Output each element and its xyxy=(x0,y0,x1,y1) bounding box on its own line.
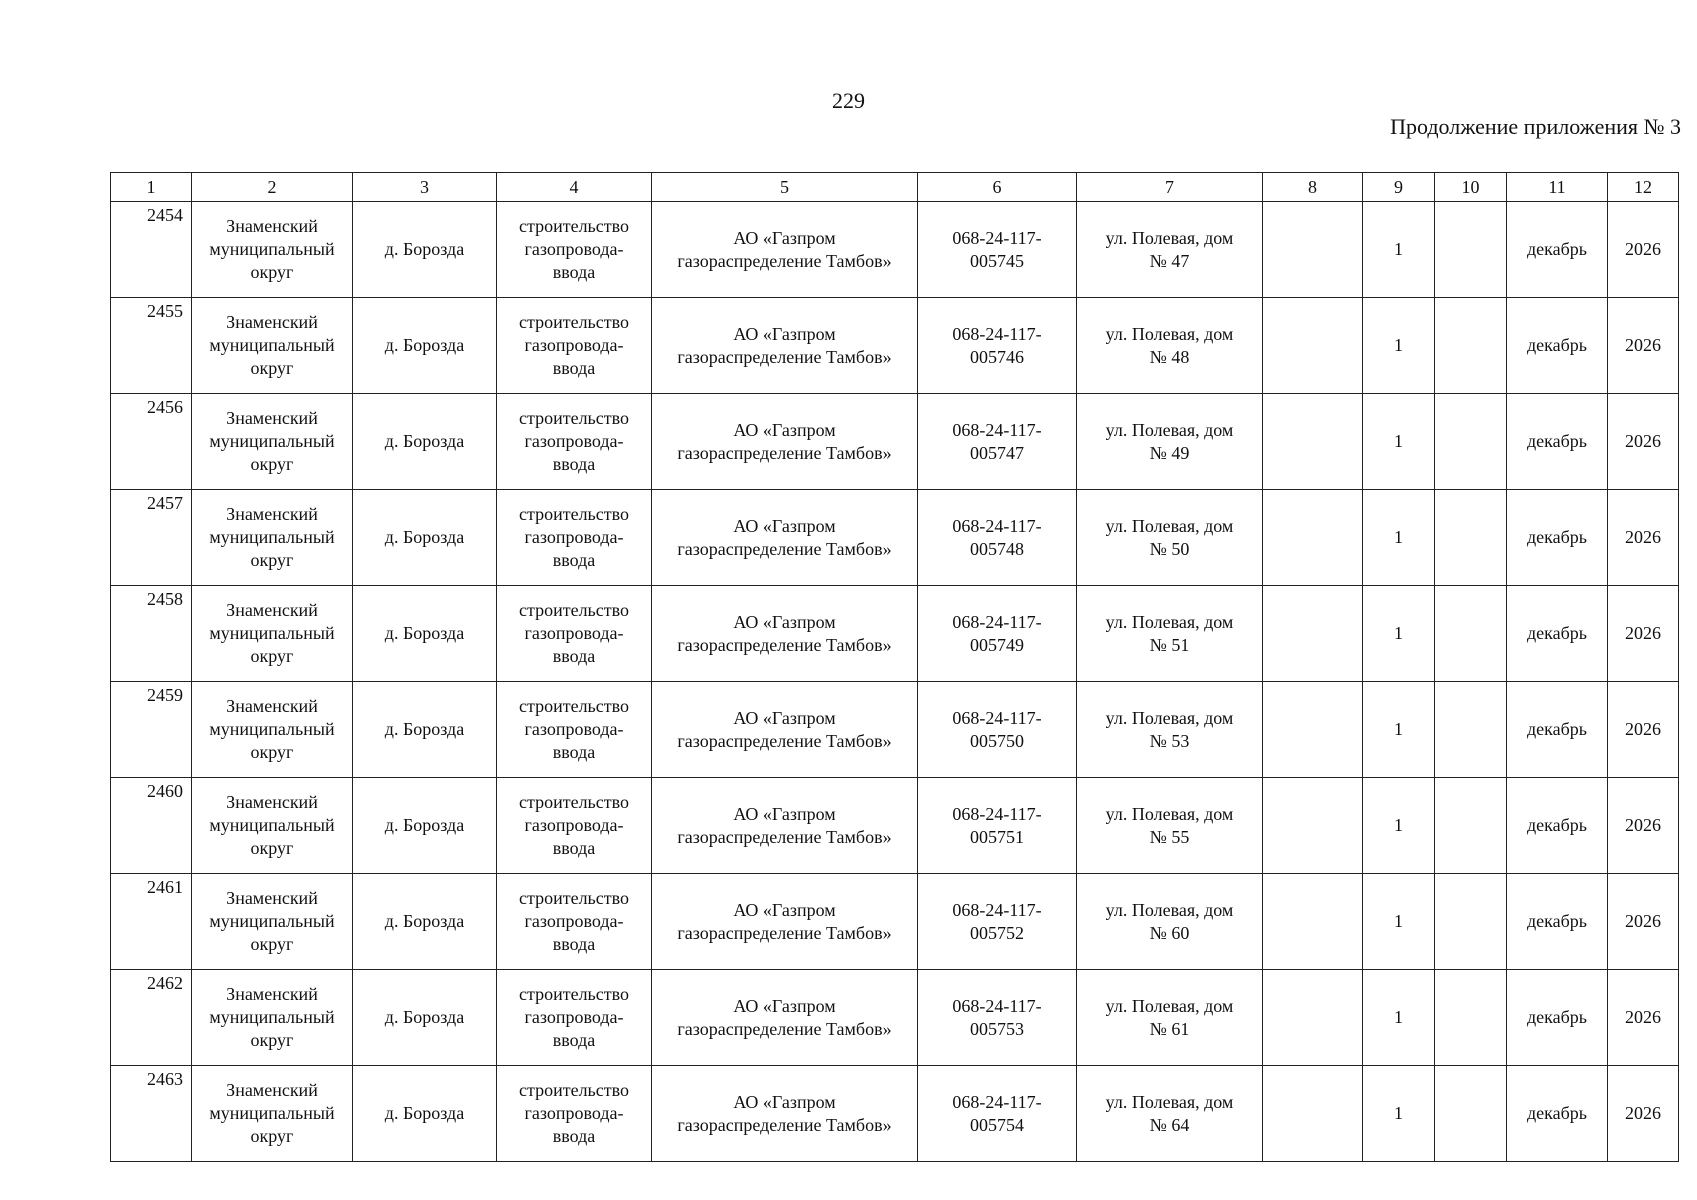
header-row xyxy=(111,173,1679,202)
cell-district-line: муниципальный xyxy=(209,527,335,547)
cell-address xyxy=(1077,490,1263,586)
cell-address-line: ул. Полевая, дом xyxy=(1105,707,1234,728)
cell-district-line: округ xyxy=(250,1126,294,1146)
cell-year: 2026 xyxy=(1608,298,1679,394)
cell-code-line: 005750 xyxy=(970,730,1024,751)
cell-code xyxy=(918,202,1077,298)
cell-code xyxy=(918,298,1077,394)
cell-col8 xyxy=(1263,682,1363,778)
cell-org-line: АО «Газпром xyxy=(733,803,836,824)
cell-address xyxy=(1077,394,1263,490)
cell-quantity: 1 xyxy=(1363,394,1435,490)
cell-code-line: 005748 xyxy=(970,538,1024,559)
cell-num: 2462 xyxy=(111,970,192,1066)
cell-address xyxy=(1077,778,1263,874)
cell-address-line: № 60 xyxy=(1149,922,1190,943)
cell-work-line: газопровода- xyxy=(524,1103,624,1123)
cell-district-line: муниципальный xyxy=(209,623,335,643)
cell-work-line: ввода xyxy=(552,550,596,570)
cell-district xyxy=(192,586,353,682)
cell-code-line: 005747 xyxy=(970,442,1024,463)
column-header: 5 xyxy=(652,173,918,202)
cell-address-line: ул. Полевая, дом xyxy=(1105,803,1234,824)
cell-address-line: ул. Полевая, дом xyxy=(1105,995,1234,1016)
cell-work-line: строительство xyxy=(519,1080,629,1100)
cell-col10 xyxy=(1435,490,1507,586)
table-row xyxy=(111,298,1679,394)
cell-col10 xyxy=(1435,1066,1507,1162)
cell-district-line: Знаменский xyxy=(226,792,318,812)
cell-year: 2026 xyxy=(1608,970,1679,1066)
cell-org xyxy=(652,970,918,1066)
cell-work-line: газопровода- xyxy=(524,911,624,931)
cell-district-line: Знаменский xyxy=(226,888,318,908)
column-header: 8 xyxy=(1263,173,1363,202)
cell-work-line: ввода xyxy=(552,1126,596,1146)
cell-code xyxy=(918,682,1077,778)
cell-district-line: Знаменский xyxy=(226,504,318,524)
cell-work xyxy=(497,1066,652,1162)
cell-org xyxy=(652,874,918,970)
table-row xyxy=(111,778,1679,874)
cell-col10 xyxy=(1435,874,1507,970)
cell-district xyxy=(192,970,353,1066)
cell-col10 xyxy=(1435,394,1507,490)
page-number: 229 xyxy=(832,88,865,113)
cell-num: 2457 xyxy=(111,490,192,586)
cell-settlement: д. Борозда xyxy=(353,1066,497,1162)
cell-year: 2026 xyxy=(1608,1066,1679,1162)
cell-code xyxy=(918,874,1077,970)
cell-district-line: муниципальный xyxy=(209,239,335,259)
cell-settlement: д. Борозда xyxy=(353,394,497,490)
cell-col8 xyxy=(1263,298,1363,394)
cell-org xyxy=(652,298,918,394)
cell-quantity: 1 xyxy=(1363,778,1435,874)
table-row xyxy=(111,1066,1679,1162)
cell-address-line: № 48 xyxy=(1149,346,1190,367)
column-header: 7 xyxy=(1077,173,1263,202)
cell-org-line: АО «Газпром xyxy=(733,323,836,344)
cell-district-line: округ xyxy=(250,934,294,954)
cell-address xyxy=(1077,682,1263,778)
cell-address-line: № 50 xyxy=(1149,538,1190,559)
cell-org-line: АО «Газпром xyxy=(733,227,836,248)
cell-month: декабрь xyxy=(1507,586,1608,682)
cell-code-line: 068-24-117- xyxy=(952,515,1042,536)
cell-work-line: ввода xyxy=(552,838,596,858)
cell-work-line: строительство xyxy=(519,696,629,716)
cell-month: декабрь xyxy=(1507,682,1608,778)
cell-year: 2026 xyxy=(1608,586,1679,682)
cell-settlement: д. Борозда xyxy=(353,970,497,1066)
data-table xyxy=(110,172,1679,1162)
cell-address-line: № 53 xyxy=(1149,730,1190,751)
cell-district-line: округ xyxy=(250,358,294,378)
cell-col8 xyxy=(1263,586,1363,682)
cell-settlement: д. Борозда xyxy=(353,682,497,778)
cell-work-line: газопровода- xyxy=(524,431,624,451)
cell-code-line: 068-24-117- xyxy=(952,323,1042,344)
cell-district-line: муниципальный xyxy=(209,1103,335,1123)
cell-year: 2026 xyxy=(1608,394,1679,490)
cell-district-line: Знаменский xyxy=(226,600,318,620)
cell-address-line: ул. Полевая, дом xyxy=(1105,611,1234,632)
cell-district-line: Знаменский xyxy=(226,984,318,1004)
column-header: 3 xyxy=(353,173,497,202)
cell-num: 2463 xyxy=(111,1066,192,1162)
cell-district xyxy=(192,874,353,970)
cell-work-line: ввода xyxy=(552,1030,596,1050)
table-row xyxy=(111,202,1679,298)
cell-address-line: ул. Полевая, дом xyxy=(1105,227,1234,248)
cell-org-line: АО «Газпром xyxy=(733,707,836,728)
cell-year: 2026 xyxy=(1608,202,1679,298)
cell-month: декабрь xyxy=(1507,202,1608,298)
cell-col8 xyxy=(1263,778,1363,874)
cell-quantity: 1 xyxy=(1363,298,1435,394)
cell-district-line: муниципальный xyxy=(209,719,335,739)
cell-district xyxy=(192,394,353,490)
cell-district xyxy=(192,202,353,298)
cell-code xyxy=(918,586,1077,682)
cell-num: 2461 xyxy=(111,874,192,970)
cell-col8 xyxy=(1263,394,1363,490)
cell-month: декабрь xyxy=(1507,970,1608,1066)
cell-code xyxy=(918,394,1077,490)
cell-col8 xyxy=(1263,202,1363,298)
cell-district-line: округ xyxy=(250,454,294,474)
cell-code-line: 005749 xyxy=(970,634,1024,655)
table-row xyxy=(111,394,1679,490)
cell-code-line: 068-24-117- xyxy=(952,227,1042,248)
column-header: 1 xyxy=(111,173,192,202)
cell-month: декабрь xyxy=(1507,394,1608,490)
cell-org-line: АО «Газпром xyxy=(733,995,836,1016)
cell-quantity: 1 xyxy=(1363,490,1435,586)
cell-org-line: АО «Газпром xyxy=(733,899,836,920)
cell-quantity: 1 xyxy=(1363,970,1435,1066)
cell-org-line: АО «Газпром xyxy=(733,515,836,536)
cell-work-line: ввода xyxy=(552,262,596,282)
cell-col8 xyxy=(1263,874,1363,970)
cell-code-line: 005752 xyxy=(970,922,1024,943)
cell-district-line: муниципальный xyxy=(209,911,335,931)
cell-code xyxy=(918,490,1077,586)
continuation-note: Продолжение приложения № 3 xyxy=(1390,114,1681,139)
column-header: 9 xyxy=(1363,173,1435,202)
cell-settlement: д. Борозда xyxy=(353,298,497,394)
cell-settlement: д. Борозда xyxy=(353,202,497,298)
cell-org xyxy=(652,586,918,682)
cell-num: 2460 xyxy=(111,778,192,874)
cell-work-line: ввода xyxy=(552,454,596,474)
cell-district-line: округ xyxy=(250,550,294,570)
cell-work xyxy=(497,298,652,394)
cell-org-line: АО «Газпром xyxy=(733,419,836,440)
cell-org xyxy=(652,778,918,874)
cell-district-line: Знаменский xyxy=(226,216,318,236)
cell-district-line: округ xyxy=(250,838,294,858)
column-header: 12 xyxy=(1608,173,1679,202)
cell-year: 2026 xyxy=(1608,682,1679,778)
cell-org-line: газораспределение Тамбов» xyxy=(677,250,892,271)
cell-work xyxy=(497,202,652,298)
cell-num: 2455 xyxy=(111,298,192,394)
cell-address-line: ул. Полевая, дом xyxy=(1105,419,1234,440)
cell-work-line: газопровода- xyxy=(524,623,624,643)
cell-address-line: ул. Полевая, дом xyxy=(1105,323,1234,344)
table-row xyxy=(111,490,1679,586)
cell-work-line: ввода xyxy=(552,358,596,378)
cell-org xyxy=(652,682,918,778)
cell-work-line: ввода xyxy=(552,742,596,762)
cell-quantity: 1 xyxy=(1363,586,1435,682)
cell-settlement: д. Борозда xyxy=(353,874,497,970)
cell-col10 xyxy=(1435,202,1507,298)
cell-work-line: газопровода- xyxy=(524,1007,624,1027)
cell-work-line: ввода xyxy=(552,934,596,954)
cell-org-line: АО «Газпром xyxy=(733,611,836,632)
cell-code-line: 005746 xyxy=(970,346,1024,367)
cell-code-line: 068-24-117- xyxy=(952,707,1042,728)
column-header: 11 xyxy=(1507,173,1608,202)
cell-org-line: газораспределение Тамбов» xyxy=(677,922,892,943)
cell-org-line: газораспределение Тамбов» xyxy=(677,826,892,847)
cell-num: 2458 xyxy=(111,586,192,682)
cell-work xyxy=(497,394,652,490)
cell-work-line: газопровода- xyxy=(524,719,624,739)
cell-org xyxy=(652,1066,918,1162)
cell-num: 2459 xyxy=(111,682,192,778)
cell-work-line: газопровода- xyxy=(524,335,624,355)
column-header: 6 xyxy=(918,173,1077,202)
cell-district-line: Знаменский xyxy=(226,408,318,428)
cell-work-line: газопровода- xyxy=(524,239,624,259)
cell-address-line: № 49 xyxy=(1149,442,1190,463)
cell-address xyxy=(1077,970,1263,1066)
cell-code-line: 068-24-117- xyxy=(952,803,1042,824)
table-header xyxy=(111,173,1679,202)
cell-district-line: Знаменский xyxy=(226,1080,318,1100)
cell-quantity: 1 xyxy=(1363,1066,1435,1162)
cell-district-line: муниципальный xyxy=(209,1007,335,1027)
cell-work-line: строительство xyxy=(519,408,629,428)
cell-work xyxy=(497,586,652,682)
cell-district-line: округ xyxy=(250,262,294,282)
cell-district xyxy=(192,298,353,394)
cell-address xyxy=(1077,586,1263,682)
cell-settlement: д. Борозда xyxy=(353,586,497,682)
cell-code-line: 068-24-117- xyxy=(952,995,1042,1016)
cell-work xyxy=(497,970,652,1066)
cell-work-line: строительство xyxy=(519,504,629,524)
cell-work xyxy=(497,682,652,778)
cell-work-line: строительство xyxy=(519,792,629,812)
cell-col8 xyxy=(1263,1066,1363,1162)
cell-month: декабрь xyxy=(1507,1066,1608,1162)
cell-work-line: строительство xyxy=(519,600,629,620)
cell-year: 2026 xyxy=(1608,778,1679,874)
cell-district-line: округ xyxy=(250,646,294,666)
cell-address xyxy=(1077,202,1263,298)
cell-district-line: муниципальный xyxy=(209,335,335,355)
cell-work-line: строительство xyxy=(519,312,629,332)
cell-year: 2026 xyxy=(1608,490,1679,586)
cell-col10 xyxy=(1435,778,1507,874)
cell-quantity: 1 xyxy=(1363,202,1435,298)
cell-org xyxy=(652,394,918,490)
column-header: 4 xyxy=(497,173,652,202)
cell-district-line: округ xyxy=(250,1030,294,1050)
cell-district xyxy=(192,778,353,874)
table-row xyxy=(111,874,1679,970)
cell-work xyxy=(497,778,652,874)
cell-col10 xyxy=(1435,586,1507,682)
cell-work xyxy=(497,874,652,970)
cell-address xyxy=(1077,874,1263,970)
cell-work xyxy=(497,490,652,586)
cell-code-line: 005751 xyxy=(970,826,1024,847)
cell-month: декабрь xyxy=(1507,778,1608,874)
cell-district-line: муниципальный xyxy=(209,431,335,451)
cell-district-line: округ xyxy=(250,742,294,762)
column-header: 10 xyxy=(1435,173,1507,202)
cell-district xyxy=(192,682,353,778)
cell-org-line: АО «Газпром xyxy=(733,1091,836,1112)
table-body xyxy=(111,202,1679,1162)
cell-address xyxy=(1077,298,1263,394)
cell-settlement: д. Борозда xyxy=(353,490,497,586)
cell-code-line: 068-24-117- xyxy=(952,419,1042,440)
cell-district xyxy=(192,1066,353,1162)
cell-code xyxy=(918,970,1077,1066)
cell-org-line: газораспределение Тамбов» xyxy=(677,634,892,655)
cell-col10 xyxy=(1435,298,1507,394)
cell-col8 xyxy=(1263,490,1363,586)
table-row xyxy=(111,970,1679,1066)
cell-code xyxy=(918,1066,1077,1162)
cell-org xyxy=(652,202,918,298)
cell-col10 xyxy=(1435,970,1507,1066)
cell-org-line: газораспределение Тамбов» xyxy=(677,538,892,559)
cell-col10 xyxy=(1435,682,1507,778)
cell-address-line: № 61 xyxy=(1149,1018,1190,1039)
cell-work-line: строительство xyxy=(519,984,629,1004)
cell-year: 2026 xyxy=(1608,874,1679,970)
cell-org-line: газораспределение Тамбов» xyxy=(677,442,892,463)
cell-code-line: 005754 xyxy=(970,1114,1024,1135)
cell-settlement: д. Борозда xyxy=(353,778,497,874)
cell-address-line: ул. Полевая, дом xyxy=(1105,515,1234,536)
cell-code-line: 068-24-117- xyxy=(952,611,1042,632)
cell-num: 2456 xyxy=(111,394,192,490)
cell-org-line: газораспределение Тамбов» xyxy=(677,1018,892,1039)
cell-work-line: ввода xyxy=(552,646,596,666)
cell-org-line: газораспределение Тамбов» xyxy=(677,730,892,751)
cell-org-line: газораспределение Тамбов» xyxy=(677,1114,892,1135)
cell-district xyxy=(192,490,353,586)
column-header: 2 xyxy=(192,173,353,202)
table-row xyxy=(111,586,1679,682)
cell-work-line: строительство xyxy=(519,216,629,236)
cell-address-line: № 51 xyxy=(1149,634,1190,655)
cell-month: декабрь xyxy=(1507,490,1608,586)
cell-code xyxy=(918,778,1077,874)
cell-district-line: муниципальный xyxy=(209,815,335,835)
cell-org-line: газораспределение Тамбов» xyxy=(677,346,892,367)
cell-code-line: 068-24-117- xyxy=(952,1091,1042,1112)
cell-col8 xyxy=(1263,970,1363,1066)
cell-month: декабрь xyxy=(1507,874,1608,970)
cell-district-line: Знаменский xyxy=(226,312,318,332)
cell-address xyxy=(1077,1066,1263,1162)
cell-code-line: 005745 xyxy=(970,250,1024,271)
cell-address-line: № 55 xyxy=(1149,826,1190,847)
cell-org xyxy=(652,490,918,586)
cell-district-line: Знаменский xyxy=(226,696,318,716)
cell-address-line: ул. Полевая, дом xyxy=(1105,899,1234,920)
cell-quantity: 1 xyxy=(1363,682,1435,778)
cell-quantity: 1 xyxy=(1363,874,1435,970)
cell-address-line: № 64 xyxy=(1149,1114,1190,1135)
cell-code-line: 005753 xyxy=(970,1018,1024,1039)
cell-work-line: газопровода- xyxy=(524,815,624,835)
cell-work-line: газопровода- xyxy=(524,527,624,547)
cell-address-line: № 47 xyxy=(1149,250,1190,271)
cell-work-line: строительство xyxy=(519,888,629,908)
cell-address-line: ул. Полевая, дом xyxy=(1105,1091,1234,1112)
cell-num: 2454 xyxy=(111,202,192,298)
cell-code-line: 068-24-117- xyxy=(952,899,1042,920)
table-row xyxy=(111,682,1679,778)
cell-month: декабрь xyxy=(1507,298,1608,394)
